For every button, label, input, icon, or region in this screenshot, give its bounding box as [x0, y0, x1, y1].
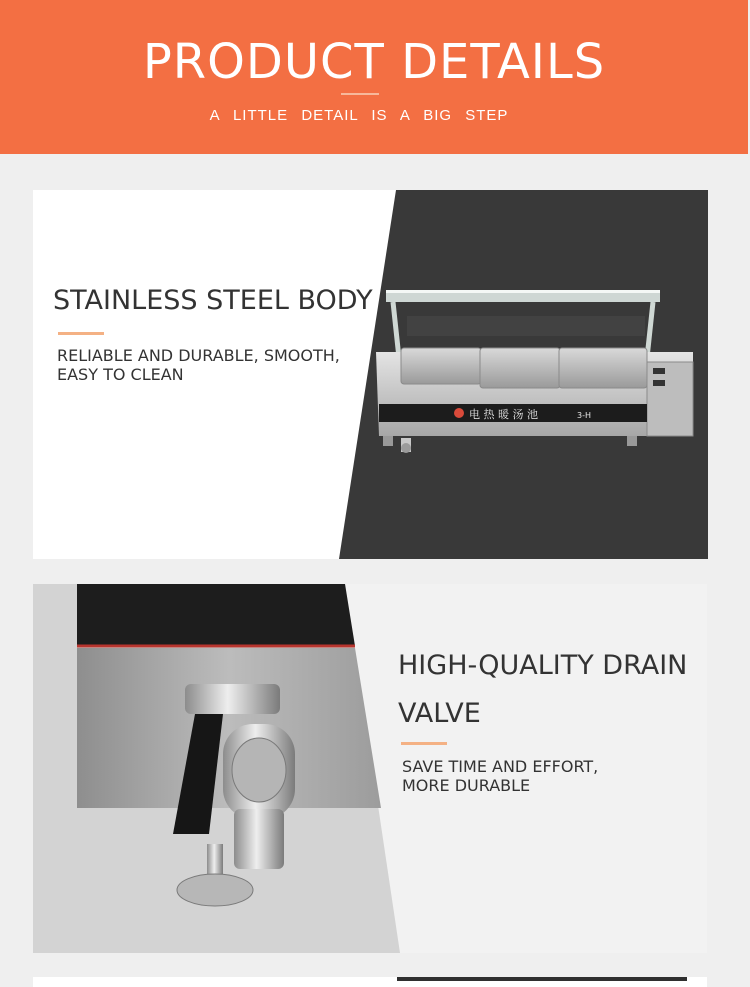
feature-title: HIGH-QUALITY DRAIN VALVE [398, 650, 688, 729]
model-text: 3-H [577, 411, 591, 420]
page-title: PRODUCT DETAILS [142, 34, 606, 90]
feature-divider [58, 332, 104, 335]
feature-divider [401, 742, 447, 745]
feature-card-drain-valve [33, 584, 707, 953]
title-divider [341, 93, 379, 95]
feature-title: STAINLESS STEEL BODY [53, 285, 373, 316]
panel-label-text: 电 热 暖 汤 池 [469, 408, 538, 421]
next-feature-card [33, 977, 707, 987]
feature-description: RELIABLE AND DURABLE, SMOOTH, EASY TO CLEAN [57, 346, 340, 384]
next-card-image-edge [397, 977, 687, 981]
feature-description: SAVE TIME AND EFFORT, MORE DURABLE [402, 757, 599, 795]
page-header [0, 0, 748, 154]
page-subtitle: A LITTLE DETAIL IS A BIG STEP [209, 107, 509, 124]
feature-card-stainless-steel [33, 190, 708, 559]
